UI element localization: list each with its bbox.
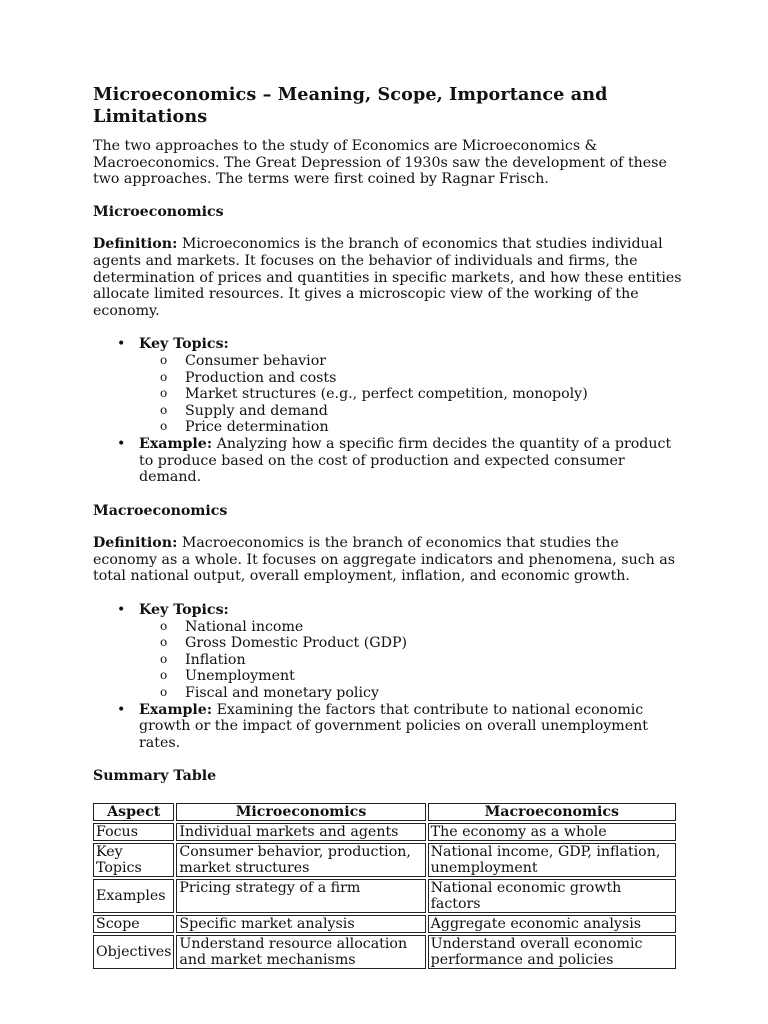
table-row [93,935,676,969]
list-item: o Consumer behavior [185,353,683,370]
list-item: o Unemployment [185,668,683,685]
table-cell: National economic growth factors [428,879,676,913]
document-title: Microeconomics – Meaning, Scope, Importance and Limitations [93,84,608,127]
macro-key-topics-item [139,602,683,702]
table-cell: Objectives [93,935,174,969]
micro-definition-label: Definition: [93,236,178,253]
macro-definition-text: Macroeconomics is the branch of economics that studies the economy as a whole. It focuses on aggregate indicators and phenomena, such as total national output, overall employment, inflation, and economic growth. [93,535,676,585]
table-row [93,843,676,877]
column-header: Macroeconomics [428,803,676,821]
table-row [93,915,676,933]
table-cell: Consumer behavior, production, market structures [176,843,425,877]
column-header: Microeconomics [176,803,425,821]
table-cell: The economy as a whole [428,823,676,841]
table-row [93,879,676,913]
list-item: o Market structures (e.g., perfect competition, monopoly) [185,386,683,403]
table-cell: Focus [93,823,174,841]
table-cell: Specific market analysis [176,915,425,933]
table-cell: National income, GDP, inflation, unemployment [428,843,676,877]
micro-example-text: Analyzing how a specific firm decides the quantity of a product to produce based on the cost of production and expected consumer demand. [139,435,672,486]
micro-definition-text: Microeconomics is the branch of economics that studies individual agents and markets. It focuses on the behavior of individuals and firms, the determination of prices and quantities in specific markets, and how these entities allocate limited resources. It gives a microscopic view of the working of the economy. [93,236,682,319]
macro-example-label: Example: [139,701,213,718]
micro-example-item [139,436,683,486]
column-header: Aspect [93,803,174,821]
list-item: o Fiscal and monetary policy [185,685,683,702]
list-item: o Supply and demand [185,403,683,420]
list-item: o Price determination [185,419,683,436]
intro-paragraph: The two approaches to the study of Economics are Microeconomics & Macroeconomics. The Great Depression of 1930s saw the development of these two approaches. The terms were first coined by Ragnar Frisch. [93,138,667,188]
document-page [93,84,683,971]
macro-definition [93,535,683,585]
summary-heading: Summary Table [93,768,217,785]
micro-example-label: Example: [139,435,213,452]
micro-key-topics-item [139,336,683,436]
table-cell: Aggregate economic analysis [428,915,676,933]
table-cell: Examples [93,879,174,913]
table-row [93,823,676,841]
list-item: o Gross Domestic Product (GDP) [185,635,683,652]
micro-key-topics-label: Key Topics: [139,336,229,353]
micro-bullet-list [93,336,683,485]
table-cell: Key Topics [93,843,174,877]
table-cell: Understand overall economic performance and policies [428,935,676,969]
micro-definition [93,236,683,319]
macro-key-topics-label: Key Topics: [139,602,229,619]
macro-definition-label: Definition: [93,535,178,552]
macro-topics-list [139,619,683,702]
table-cell: Understand resource allocation and market mechanisms [176,935,425,969]
list-item: o Production and costs [185,370,683,387]
table-cell: Scope [93,915,174,933]
macro-example-text: Examining the factors that contribute to national economic growth or the impact of government policies on overall unemployment rates. [139,701,648,751]
table-cell: Individual markets and agents [176,823,425,841]
micro-heading: Microeconomics [93,203,224,220]
macro-example-item [139,702,683,752]
micro-topics-list [139,353,683,436]
table-header-row [93,803,676,821]
table-cell: Pricing strategy of a firm [176,879,425,913]
list-item: o Inflation [185,652,683,669]
macro-heading: Macroeconomics [93,502,228,519]
macro-bullet-list [93,602,683,751]
summary-table [91,801,678,971]
list-item: o National income [185,619,683,636]
